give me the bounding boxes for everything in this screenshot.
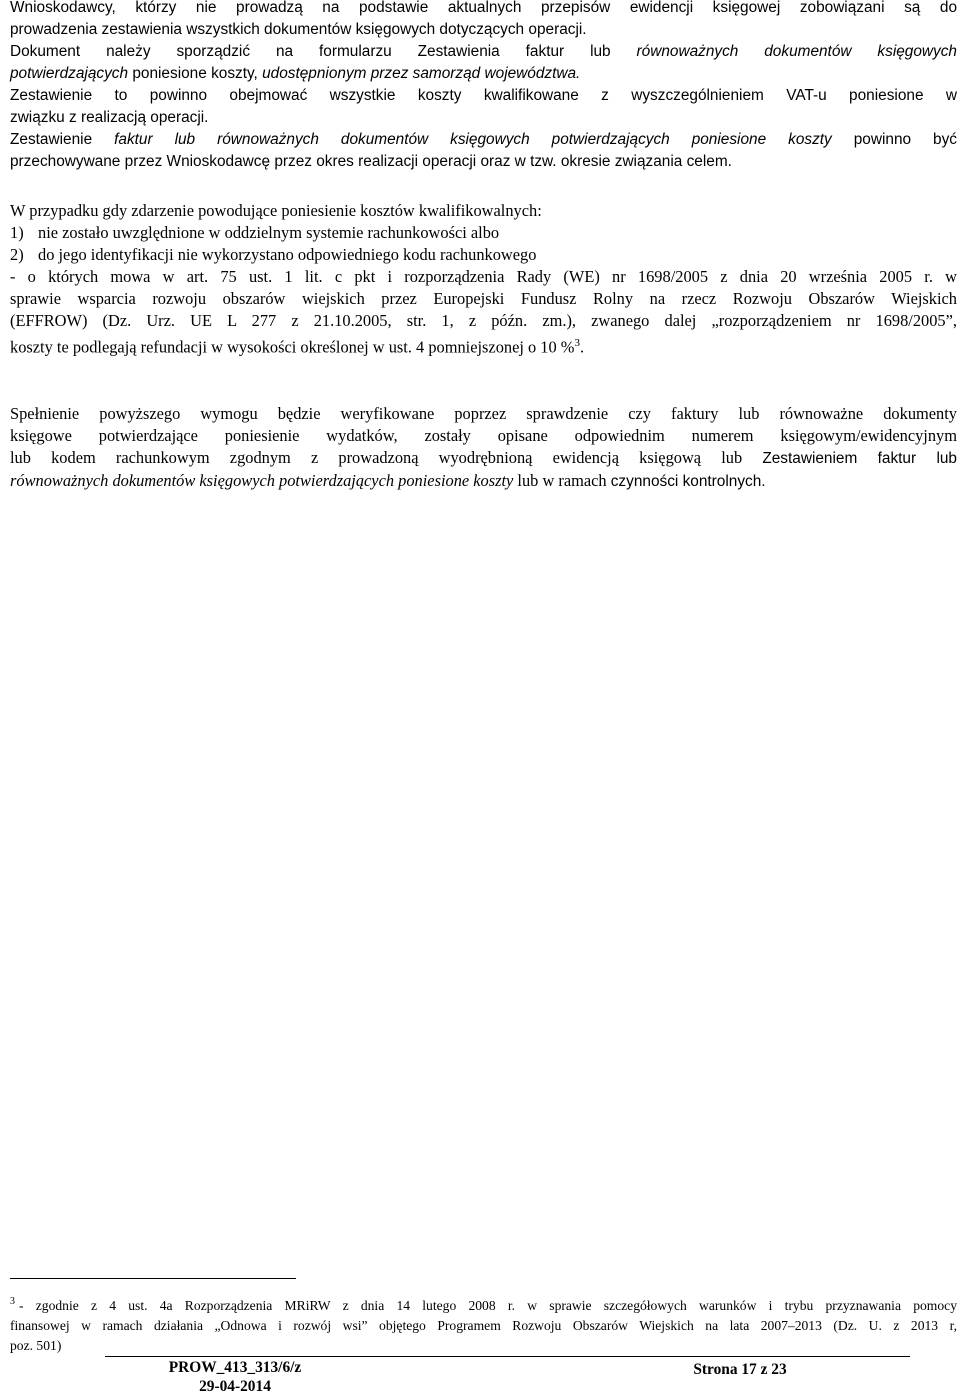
footnote-line: poz. 501) xyxy=(10,1338,62,1353)
paragraph-reimbursement-rule xyxy=(10,200,957,358)
text-line: (EFFROW) (Dz. Urz. UE L 277 z 21.10.2005, str. 1, z późn. zm.), zwanego dalej „rozporządzeniem nr 1698/2005”, xyxy=(10,311,957,330)
list-item xyxy=(10,222,957,244)
footnote-line xyxy=(10,1292,957,1316)
footer-doc-info xyxy=(105,1358,365,1396)
text-line xyxy=(10,129,957,151)
text-line xyxy=(10,41,957,63)
italic-run: udostępnionym przez samorząd województwa. xyxy=(262,65,581,82)
list-text: nie zostało uwzględnione w oddzielnym systemie rachunkowości albo xyxy=(38,223,500,242)
text-run: lub w ramach xyxy=(513,471,611,490)
footer-separator xyxy=(105,1356,910,1357)
text-line: Spełnienie powyższego wymogu będzie weryfikowane poprzez sprawdzenie czy faktury lub równoważne dokumenty xyxy=(10,404,957,423)
text-line: Zestawienie to powinno obejmować wszystkie koszty kwalifikowane z wyszczególnieniem VAT-u poniesione w xyxy=(10,87,957,104)
footnote-reference[interactable]: 3 xyxy=(574,337,580,349)
text-run: - zgodnie z 4 ust. 4a Rozporządzenia MRiRW z dnia 14 lutego 2008 r. w sprawie szczegółowych warunków i trybu przyznawania pomocy xyxy=(19,1298,957,1313)
document-code: PROW_413_313/6/z xyxy=(168,1359,302,1376)
page-number: Strona 17 z 23 xyxy=(693,1361,787,1378)
text-run: Dokument należy sporządzić na formularzu Zestawienia faktur lub xyxy=(10,43,637,60)
text-run: czynności kontrolnych. xyxy=(610,473,766,490)
list-text: do jego identyfikacji nie wykorzystano odpowiedniego kodu rachunkowego xyxy=(38,245,537,264)
text-line xyxy=(10,470,957,493)
italic-run: potwierdzających xyxy=(10,65,129,82)
text-line xyxy=(10,447,957,470)
list-number: 2) xyxy=(10,245,24,264)
text-line: - o których mowa w art. 75 ust. 1 lit. c pkt i rozporządzenia Rady (WE) nr 1698/2005 z dnia 20 września 2005 r. w xyxy=(10,267,957,286)
paragraph-summary-scope xyxy=(10,85,957,129)
text-run: lub kodem rachunkowym zgodnym z prowadzoną wyodrębnioną ewidencją księgową lub xyxy=(10,448,763,467)
text-run: powinno być xyxy=(831,131,957,148)
text-run: . xyxy=(579,337,585,357)
footnote-separator xyxy=(10,1278,296,1279)
list-item xyxy=(10,244,957,266)
text-line xyxy=(10,332,957,358)
text-line: przechowywane przez Wnioskodawcę przez okres realizacji operacji oraz w tzw. okresie związania celem. xyxy=(10,153,732,170)
document-date: 29-04-2014 xyxy=(199,1378,271,1395)
italic-run: równoważnych dokumentów księgowych xyxy=(636,43,957,60)
footnote-marker: 3 xyxy=(10,1296,15,1307)
text-run: poniesione koszty, xyxy=(128,65,263,82)
italic-run: faktur lub równoważnych dokumentów księgowych potwierdzających poniesione koszty xyxy=(114,131,832,148)
text-line: sprawie wsparcia rozwoju obszarów wiejskich przez Europejski Fundusz Rolny na rzecz Rozwoju Obszarów Wiejskich xyxy=(10,289,957,308)
text-run: koszty te podlegają refundacji w wysokości określonej w ust. 4 pomniejszonej o 10 % xyxy=(10,337,575,357)
italic-run: równoważnych dokumentów księgowych potwierdzających poniesione koszty xyxy=(10,471,514,490)
text-line: W przypadku gdy zdarzenie powodujące poniesienie kosztów kwalifikowalnych: xyxy=(10,201,542,220)
paragraph-storage xyxy=(10,129,957,173)
footnote xyxy=(10,1292,957,1356)
text-line: księgowe potwierdzające poniesienie wydatków, zostały opisane odpowiednim numerem księgowym/ewidencyjnym xyxy=(10,426,957,445)
paragraph-verification xyxy=(10,403,957,493)
text-run: Zestawienie xyxy=(10,131,115,148)
paragraph-no-bookkeeping xyxy=(10,0,957,41)
text-line: prowadzenia zestawienia wszystkich dokumentów księgowych dotyczących operacji. xyxy=(10,21,587,38)
list-number: 1) xyxy=(10,223,24,242)
text-run: Zestawieniem faktur lub xyxy=(762,450,957,467)
text-line: związku z realizacją operacji. xyxy=(10,109,209,126)
text-line: Wnioskodawcy, którzy nie prowadzą na podstawie aktualnych przepisów ewidencji księgowej zobowiązani są do xyxy=(10,0,957,16)
paragraph-form-instruction xyxy=(10,41,957,85)
text-line xyxy=(10,63,957,85)
footnote-line: finansowej w ramach działania „Odnowa i rozwój wsi” objętego Programem Rozwoju Obszarów Wiejskich na lata 2007–2013 (Dz. U. z 2013 r, xyxy=(10,1318,957,1333)
